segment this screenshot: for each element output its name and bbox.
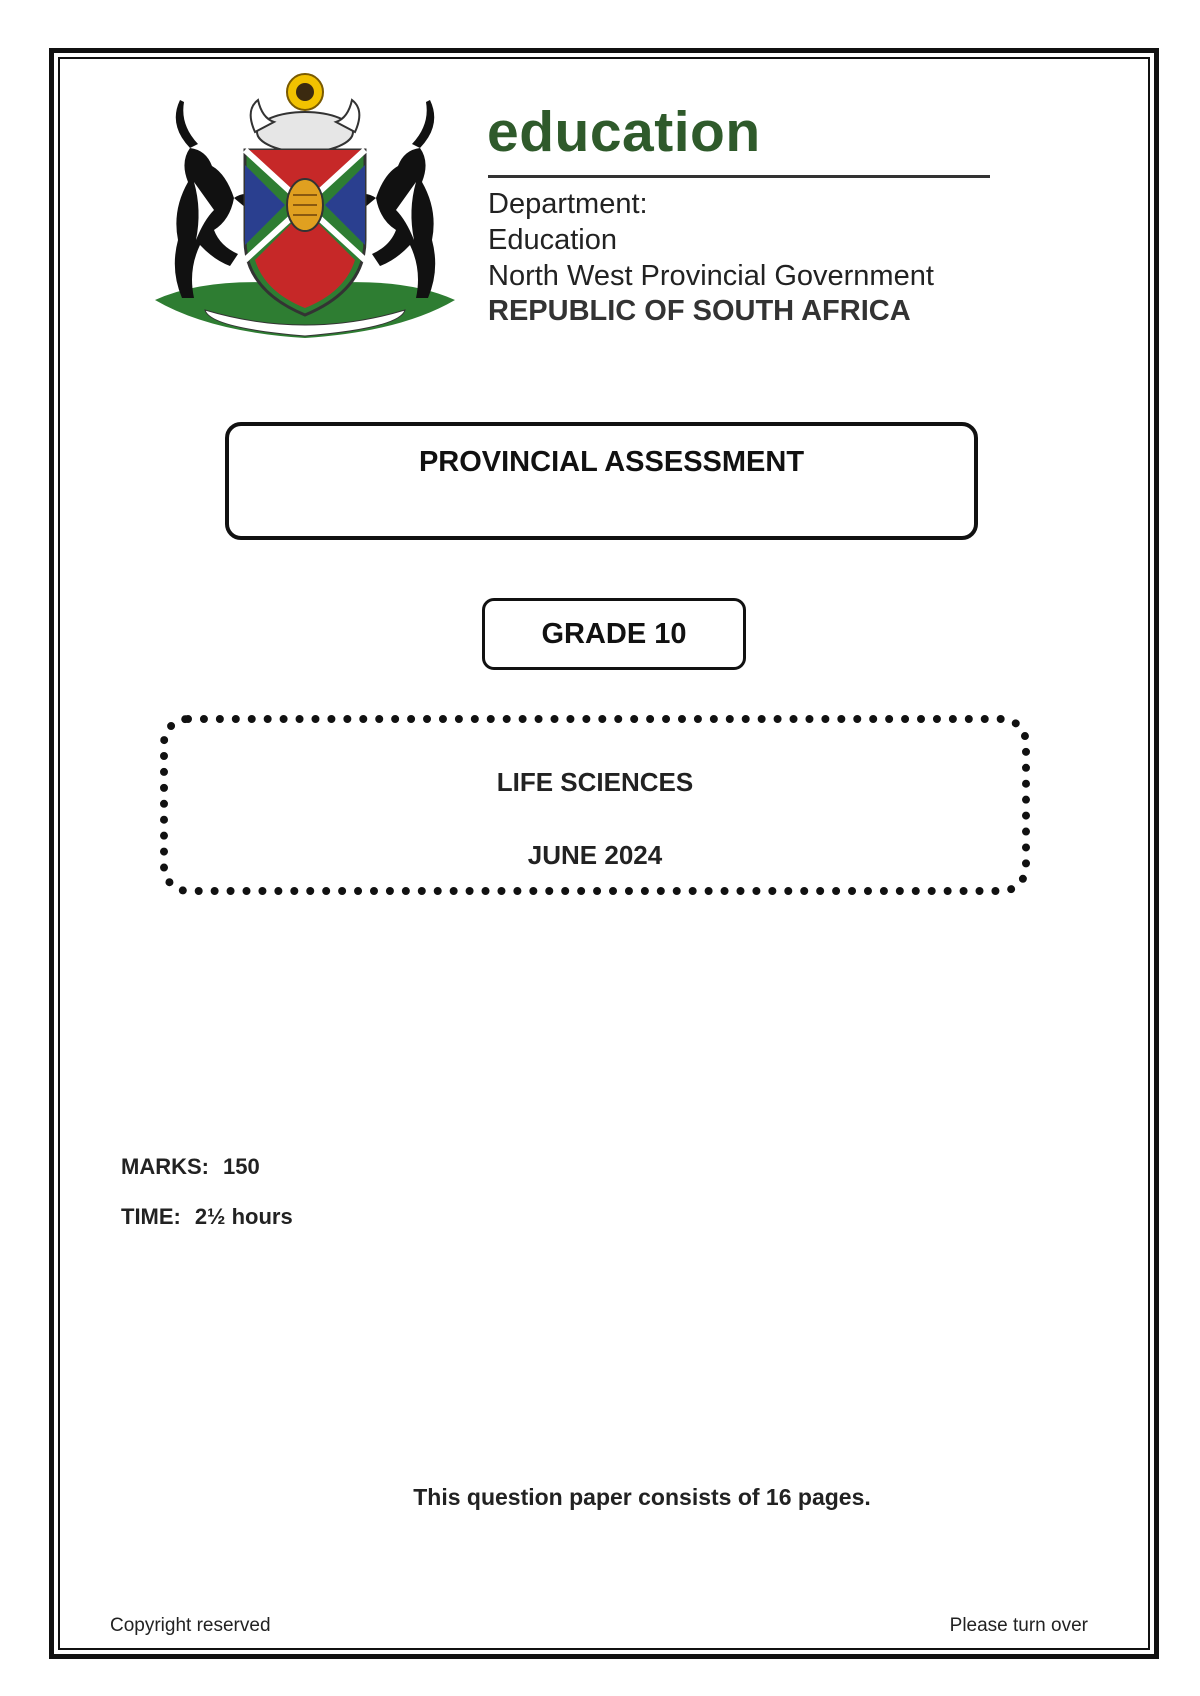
exam-session: JUNE 2024 xyxy=(527,840,663,870)
provincial-government: North West Provincial Government xyxy=(488,260,934,292)
page-count-note: This question paper consists of 16 pages. xyxy=(413,1484,871,1510)
marks-value: 150 xyxy=(223,1154,260,1179)
time-label: TIME: xyxy=(121,1204,181,1229)
assessment-title-box xyxy=(225,422,978,540)
subject-name: LIFE SCIENCES xyxy=(496,767,694,797)
marks-line xyxy=(121,1154,260,1180)
department-name: Education xyxy=(488,224,617,256)
footer-copyright: Copyright reserved xyxy=(110,1615,271,1636)
coat-of-arms-logo xyxy=(150,70,460,360)
grade-box xyxy=(482,598,746,670)
marks-label: MARKS: xyxy=(121,1154,209,1179)
footer-turn-over: Please turn over xyxy=(949,1615,1088,1636)
time-line xyxy=(121,1204,293,1230)
brand-divider xyxy=(488,175,990,178)
subject-box xyxy=(160,715,1030,895)
time-value: 2½ hours xyxy=(194,1204,293,1229)
assessment-title: PROVINCIAL ASSESSMENT xyxy=(418,446,805,478)
education-brand-title: education xyxy=(487,100,761,164)
grade-label: GRADE 10 xyxy=(541,617,687,650)
department-label: Department: xyxy=(488,188,648,220)
country-name: REPUBLIC OF SOUTH AFRICA xyxy=(488,295,911,327)
